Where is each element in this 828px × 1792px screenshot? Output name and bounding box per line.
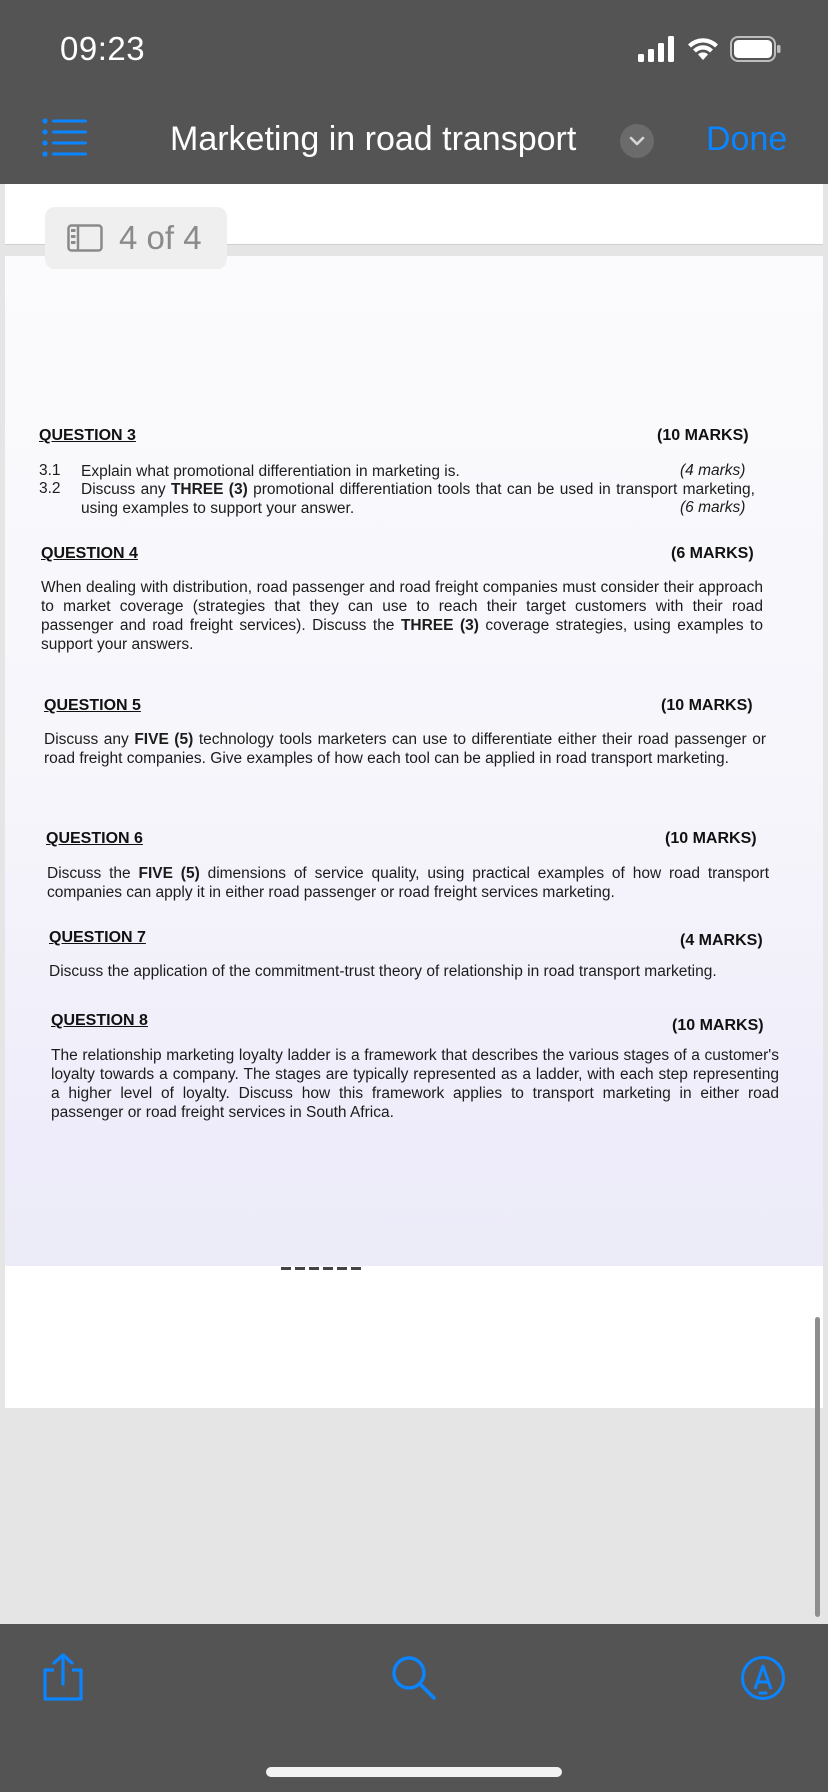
question-3-2-number: 3.2	[39, 480, 61, 497]
contents-list-button[interactable]	[42, 118, 88, 158]
page-thumbnail-icon	[67, 224, 103, 252]
search-icon	[390, 1654, 438, 1702]
document-title[interactable]: Marketing in road transport	[170, 120, 577, 158]
chevron-down-icon	[620, 124, 654, 158]
document-page	[5, 219, 823, 1408]
title-menu-button[interactable]	[620, 124, 654, 158]
question-6-marks: (10 MARKS)	[665, 830, 757, 847]
question-3-1-number: 3.1	[39, 462, 61, 479]
vertical-scrollbar[interactable]	[815, 1317, 820, 1617]
question-7-marks: (4 MARKS)	[680, 932, 763, 949]
share-icon	[40, 1652, 86, 1704]
question-8-text: The relationship marketing loyalty ladder is a framework that describes the various stages of a customer's loyalty towards a company. The stages are typically represented as a ladder, with each step representing a higher level of loyalty. Discuss how this framework applies to transport marketing in either road passenger or road freight services in South Africa.	[51, 1047, 779, 1121]
question-8-marks: (10 MARKS)	[672, 1017, 764, 1034]
question-3-2-text-start: Discuss any	[81, 481, 166, 498]
page-counter	[45, 207, 227, 269]
question-3-heading: QUESTION 3	[39, 427, 136, 444]
question-4-text-start: When dealing with distribution, road passenger and road freight companies must consider their approach to market coverage (strategies that they can use to reach their target customers with their road passenger and road freight services). Discuss the	[41, 579, 763, 634]
question-4-emphasis: THREE (3)	[400, 617, 479, 634]
question-5-emphasis: FIVE (5)	[134, 731, 194, 748]
page-counter-text: 4 of 4	[119, 219, 202, 256]
question-6-emphasis: FIVE (5)	[138, 865, 200, 882]
question-6-text-start: Discuss the	[47, 865, 131, 882]
status-bar	[0, 0, 828, 100]
question-3-2-marks: (6 marks)	[680, 499, 746, 516]
done-button[interactable]: Done	[706, 120, 788, 158]
search-button[interactable]	[390, 1654, 438, 1702]
question-8-heading: QUESTION 8	[51, 1012, 148, 1029]
question-3-2-text	[81, 480, 755, 518]
document-viewer[interactable]	[0, 184, 828, 1624]
question-4-text	[41, 578, 763, 654]
question-4-marks: (6 MARKS)	[671, 545, 754, 562]
wifi-icon	[686, 36, 720, 62]
question-3-marks: (10 MARKS)	[657, 427, 749, 444]
question-5-text-end: technology tools marketers can use to differentiate either their road passenger or road freight companies. Give examples of how each tool can be applied in road transport marketing.	[44, 731, 767, 767]
question-3-1-text: Explain what promotional differentiation in marketing is.	[81, 463, 460, 480]
question-6-text-end: dimensions of service quality, using practical examples of how road transport companies can apply it in either road passenger or road freight services marketing.	[47, 865, 769, 901]
markup-button[interactable]	[740, 1655, 786, 1701]
status-time: 09:23	[60, 30, 146, 67]
markup-icon	[740, 1655, 786, 1701]
question-5-text	[44, 730, 766, 768]
home-indicator[interactable]	[266, 1767, 562, 1777]
question-7-text: Discuss the application of the commitment-trust theory of relationship in road transport marketing.	[49, 963, 717, 980]
question-5-marks: (10 MARKS)	[661, 697, 753, 714]
share-button[interactable]	[40, 1652, 86, 1704]
navigation-bar	[0, 100, 828, 184]
battery-icon	[730, 36, 782, 62]
question-3-2-text-end: promotional differentiation tools that can be used in transport marketing, using examples to support your answer.	[81, 481, 755, 517]
question-6-text	[47, 864, 769, 902]
question-3-2-emphasis: THREE (3)	[170, 481, 248, 498]
page-text	[5, 256, 823, 1266]
question-5-text-start: Discuss any	[44, 731, 129, 748]
question-4-text-end: coverage strategies, using examples to support your answers.	[41, 617, 763, 653]
question-5-heading: QUESTION 5	[44, 697, 141, 714]
question-4-heading: QUESTION 4	[41, 545, 138, 562]
question-7-heading: QUESTION 7	[49, 929, 146, 946]
page-end-marker	[281, 1267, 361, 1270]
question-6-heading: QUESTION 6	[46, 830, 143, 847]
bottom-toolbar	[0, 1624, 828, 1792]
list-icon	[42, 118, 88, 158]
cellular-signal-icon	[638, 36, 678, 62]
question-3-1-marks: (4 marks)	[680, 462, 746, 479]
